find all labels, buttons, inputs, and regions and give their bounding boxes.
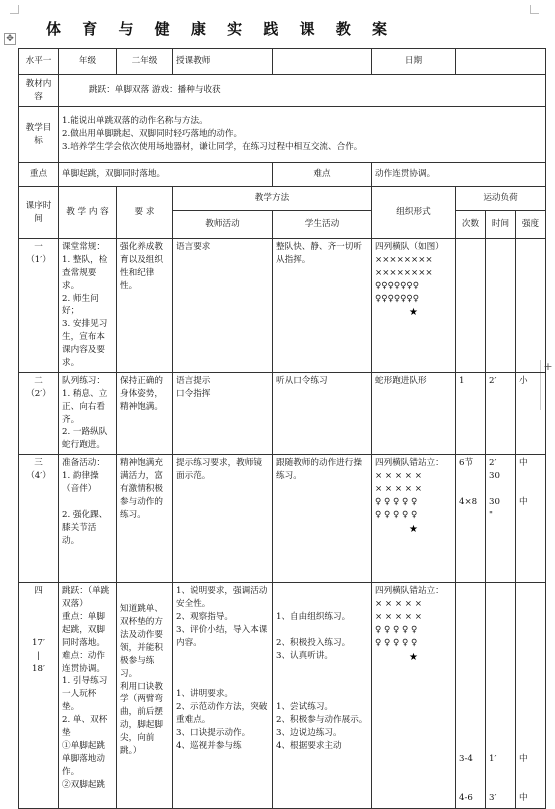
head-sequence: 课序时间 [19, 187, 59, 239]
row-organization [372, 455, 456, 583]
table-row [19, 455, 546, 583]
formation-text: 四列横队错站立： × × × × × × × × × × ♀ ♀ ♀ ♀ ♀ ♀ ♀ ♀ ♀ ♀ [375, 586, 444, 648]
row-teacher-activity: 提示练习要求，教师镜面示范。 [173, 455, 273, 583]
row-requirements: 强化养成教育以及组织性和纪律性。 [117, 239, 173, 373]
teacher-star-icon: ★ [409, 307, 418, 319]
row-sequence: 四 17′ | 18′ [19, 583, 59, 809]
row-requirements: 精神饱满充满活力，富有激情积极参与动作的练习。 [117, 455, 173, 583]
level-cell: 水平一 [19, 49, 59, 75]
row-reps [456, 239, 486, 373]
formation-text: 四列横队（如图） ×××××××× ×××××××× ♀♀♀♀♀♀♀ ♀♀♀♀♀♀♀ [375, 242, 444, 304]
row-organization [372, 583, 456, 809]
page-corner-mark [10, 5, 19, 14]
row-content: 准备活动： 1. 韵律操（音伴） 2. 强化踝、膝关节活动。 [59, 455, 117, 583]
row-sequence: 三 （4′） [19, 455, 59, 583]
head-time: 时间 [486, 211, 516, 239]
row-teacher-activity: 语言提示 口令指挥 [173, 372, 273, 454]
row-student-activity: 1、自由组织练习。 2、积极投入练习。 3、认真听讲。 1、尝试练习。 2、积极参与动作展示。 3、边说边练习。 4、根据要求主动 [273, 583, 372, 809]
date-label: 日期 [372, 49, 456, 75]
row-teacher-activity: 语言要求 [173, 239, 273, 373]
table-row [19, 372, 546, 454]
key-text: 单脚起跳，双脚同时落地。 [59, 163, 273, 187]
grade-label: 年级 [59, 49, 117, 75]
teacher-label: 授课教师 [173, 49, 273, 75]
row-intensity: 中 中 [516, 583, 546, 809]
row-content: 跳跃：（单跳双落） 重点：单脚起跳，双脚同时落地。 难点：动作连贯协调。 1. 引导练习 一人玩杯垫。 2. 单、双杯垫 ①单脚起跳单脚落地动作。 ②双脚起跳 [59, 583, 117, 809]
head-requirements: 要 求 [117, 187, 173, 239]
date-value[interactable] [456, 49, 546, 75]
head-reps: 次数 [456, 211, 486, 239]
row-student-activity: 听从口令练习 [273, 372, 372, 454]
head-teacher: 教师活动 [173, 211, 273, 239]
teacher-star-icon: ★ [409, 523, 418, 535]
keypoint-row [19, 163, 546, 187]
document-title: 体 育 与 健 康 实 践 课 教 案 [46, 20, 396, 38]
page-corner-mark [530, 5, 539, 14]
key-label: 重点 [19, 163, 59, 187]
table-move-handle-icon[interactable]: ✥ [4, 33, 16, 45]
goal-item: 1.能说出单跳双落的动作名称与方法。 [62, 116, 208, 127]
head-load: 运动负荷 [456, 187, 546, 211]
head-method: 教学方法 [173, 187, 372, 211]
row-reps: 3-4 4-6 [456, 583, 486, 809]
head-student: 学生活动 [273, 211, 372, 239]
difficulty-text: 动作连贯协调。 [372, 163, 546, 187]
goals-list [59, 107, 546, 163]
row-requirements: 知道跳单、双杯垫的方法及动作要领，并能积极参与练习。 利用口诀教学（两臂弯曲，前后摆动，脚起脚尖，向前跳。） [117, 583, 173, 809]
row-intensity [516, 239, 546, 373]
row-time: 2′ [486, 372, 516, 454]
lesson-plan-table [18, 48, 546, 809]
expand-icon[interactable]: + [540, 360, 555, 410]
difficulty-label: 难点 [273, 163, 372, 187]
row-time: 1′ 3′ [486, 583, 516, 809]
row-sequence: 一 （1′） [19, 239, 59, 373]
table-row [19, 239, 546, 373]
head-organization: 组织形式 [372, 187, 456, 239]
row-content: 课堂常规： 1. 整队，检查常规要求。 2. 师生问好； 3. 安排见习生，宣布本课内容及要求。 [59, 239, 117, 373]
row-intensity: 中 中 [516, 455, 546, 583]
goals-label: 教学目标 [19, 107, 59, 163]
row-teacher-activity: 1、说明要求，强调活动安全性。 2、观察指导。 3、评价小结，导入本课内容。 1、讲明要求。 2、示范动作方法，突破重难点。 3、口诀提示动作。 4、巡视并参与练 [173, 583, 273, 809]
content-label: 教材内容 [19, 75, 59, 107]
row-time [486, 239, 516, 373]
teacher-star-icon: ★ [409, 651, 418, 663]
row-reps: 6节 4×8 [456, 455, 486, 583]
content-row [19, 75, 546, 107]
row-reps: 1 [456, 372, 486, 454]
goals-row [19, 107, 546, 163]
row-time: 2′ 30 30 " [486, 455, 516, 583]
row-intensity: 小 [516, 372, 546, 454]
row-organization [372, 239, 456, 373]
head-intensity: 强度 [516, 211, 546, 239]
goal-item: 3.培养学生学会依次使用场地器材，谦让同学，在练习过程中相互交流、合作。 [62, 141, 363, 152]
content-text: 跳跃：单脚双落 游戏：播种与收获 [59, 75, 546, 107]
grade-value: 二年级 [117, 49, 173, 75]
row-student-activity: 整队快、静、齐一切听从指挥。 [273, 239, 372, 373]
head-content: 教 学 内 容 [59, 187, 117, 239]
teacher-value[interactable] [273, 49, 372, 75]
table-head-row-1 [19, 187, 546, 211]
table-row [19, 583, 546, 809]
formation-text: 四列横队错站立： × × × × × × × × × × ♀ ♀ ♀ ♀ ♀ ♀ ♀ ♀ ♀ ♀ [375, 458, 444, 520]
row-organization: 蛇形跑进队形 [372, 372, 456, 454]
row-student-activity: 跟随教师的动作进行操练习。 [273, 455, 372, 583]
row-requirements: 保持正确的身体姿势，精神饱满。 [117, 372, 173, 454]
header-row [19, 49, 546, 75]
goal-item: 2.做出用单脚跳起、双脚同时轻巧落地的动作。 [62, 129, 243, 140]
row-content: 队列练习： 1. 稍息、立正、向右看齐。 2. 一路纵队蛇行跑进。 [59, 372, 117, 454]
row-sequence: 二 （2′） [19, 372, 59, 454]
